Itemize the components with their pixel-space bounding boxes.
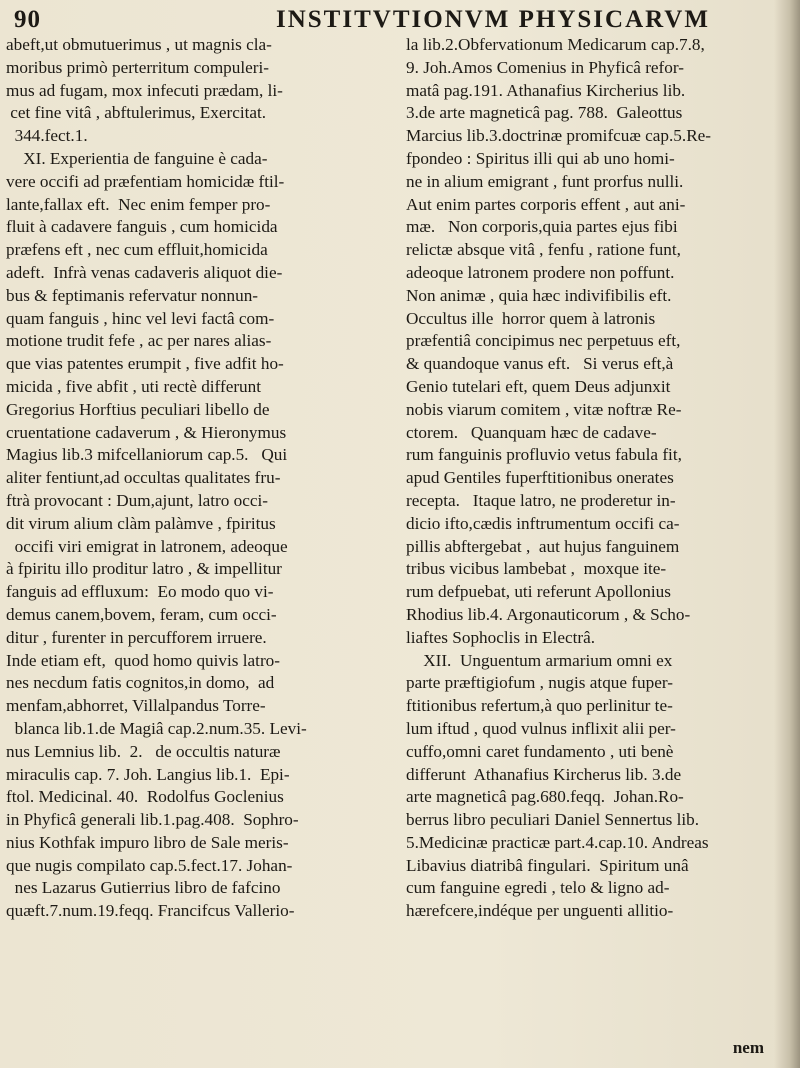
text-line: ctorem. Quanquam hæc de cadave-: [406, 422, 657, 442]
text-line: 344.fect.1.: [6, 126, 88, 146]
text-line: mus ad fugam, mox infecuti prædam, li-: [6, 80, 283, 100]
text-line: quam fanguis , hinc vel levi factâ com-: [6, 308, 275, 328]
text-line: berrus libro peculiari Daniel Sennertus lib.: [406, 810, 700, 830]
text-line: que vias patentes erumpit , five adfit ho-: [6, 354, 284, 374]
text-line: fanguis ad effluxum: Eo modo quo vi-: [6, 582, 274, 602]
text-line: matâ pag.191. Athanafius Kircherius lib.: [406, 80, 686, 100]
text-line: Magius lib.3 mifcellaniorum cap.5. Qui: [6, 445, 288, 465]
text-line: XII. Unguentum armarium omni ex: [406, 650, 673, 670]
text-line: aliter fentiunt,ad occultas qualitates fru-: [6, 468, 281, 488]
text-line: nus Lemnius lib. 2. de occultis naturæ: [6, 741, 281, 761]
text-line: adeoque latronem prodere non poffunt.: [406, 262, 675, 282]
text-line: Aut enim partes corporis effent , aut ani-: [406, 194, 686, 214]
text-line: motione trudit fefe , ac per nares alias-: [6, 331, 272, 351]
text-line: relictæ absque vitâ , fenfu , ratione funt,: [406, 240, 681, 260]
text-line: 9. Joh.Amos Comenius in Phyficâ refor-: [406, 57, 684, 77]
text-line: cet fine vitâ , abftulerimus, Exercitat.: [6, 103, 267, 123]
text-line: Rhodius lib.4. Argonauticorum , & Scho-: [406, 604, 691, 624]
text-line: Genio tutelari eft, quem Deus adjunxit: [406, 376, 671, 396]
text-line: parte præftigiofum , nugis atque fuper-: [406, 673, 673, 693]
text-line: Libavius diatribâ fingulari. Spiritum unâ: [406, 855, 689, 875]
text-line: rum defpuebat, uti referunt Apollonius: [406, 582, 671, 602]
text-line: & quandoque vanus eft. Si verus eft,à: [406, 354, 674, 374]
text-line: mæ. Non corporis,quia partes ejus fibi: [406, 217, 678, 237]
text-line: pillis abftergebat , aut hujus fanguinem: [406, 536, 680, 556]
text-line: ftitionibus refertum,à quo perlinitur te-: [406, 696, 673, 716]
text-line: tribus vicibus lambebat , moxque ite-: [406, 559, 667, 579]
text-line: occifi viri emigrat in latronem, adeoque: [6, 536, 288, 556]
text-line: differunt Athanafius Kircherus lib. 3.de: [406, 764, 682, 784]
text-line: nobis viarum comitem , vitæ noftræ Re-: [406, 399, 682, 419]
text-line: que nugis compilato cap.5.fect.17. Johan-: [6, 855, 293, 875]
text-line: la lib.2.Obfervationum Medicarum cap.7.8,: [406, 35, 705, 54]
text-line: à fpiritu illo proditur latro , & impellitur: [6, 559, 282, 579]
text-line: abeft,ut obmutuerimus , ut magnis cla-: [6, 35, 272, 54]
text-line: Inde etiam eft, quod homo quivis latro-: [6, 650, 280, 670]
text-line: 3.de arte magneticâ pag. 788. Galeottus: [406, 103, 683, 123]
text-line: XI. Experientia de fanguine è cada-: [6, 148, 268, 168]
text-line: vere occifi ad præfentiam homicidæ ftil-: [6, 171, 285, 191]
text-line: cruentatione cadaverum , & Hieronymus: [6, 422, 287, 442]
text-line: quæft.7.num.19.feqq. Francifcus Vallerio-: [6, 901, 295, 921]
text-line: ne in alium emigrant , funt prorfus nulli.: [406, 171, 684, 191]
text-line: apud Gentiles fuperftitionibus onerates: [406, 468, 674, 488]
text-line: fpondeo : Spiritus illi qui ab uno homi-: [406, 148, 675, 168]
text-line: in Phyficâ generali lib.1.pag.408. Sophro-: [6, 810, 299, 830]
page-header: [14, 6, 774, 34]
text-line: liaftes Sophoclis in Electrâ.: [406, 627, 596, 647]
text-line: 5.Medicinæ practicæ part.4.cap.10. Andreas: [406, 832, 709, 852]
text-line: Marcius lib.3.doctrinæ promifcuæ cap.5.Re-: [406, 126, 712, 146]
text-line: præfens eft , nec cum effluit,homicida: [6, 240, 268, 260]
text-line: ftrà provocant : Dum,ajunt, latro occi-: [6, 490, 269, 510]
text-line: micida , five abfit , uti rectè differunt: [6, 376, 262, 396]
text-line: miraculis cap. 7. Joh. Langius lib.1. Epi-: [6, 764, 290, 784]
text-line: moribus primò perterritum compuleri-: [6, 57, 269, 77]
text-line: ditur , furenter in percufforem irruere.: [6, 627, 267, 647]
text-line: ftol. Medicinal. 40. Rodolfus Goclenius: [6, 787, 284, 807]
text-line: nes necdum fatis cognitos,in domo, ad: [6, 673, 275, 693]
text-line: arte magneticâ pag.680.feqq. Johan.Ro-: [406, 787, 684, 807]
text-line: blanca lib.1.de Magiâ cap.2.num.35. Levi-: [6, 718, 307, 738]
text-line: nius Kothfak impuro libro de Sale meris-: [6, 832, 289, 852]
text-line: nes Lazarus Gutierrius libro de fafcino: [6, 878, 281, 898]
running-title: INSTITVTIONVM PHYSICARVM: [276, 6, 710, 33]
text-line: dit virum alium clàm palàmve , fpiritus: [6, 513, 276, 533]
text-line: cum fanguine egredi , telo & ligno ad-: [406, 878, 670, 898]
text-line: demus canem,bovem, feram, cum occi-: [6, 604, 277, 624]
text-line: præfentiâ concipimus nec perpetuus eft,: [406, 331, 681, 351]
text-line: bus & feptimanis refervatur nonnun-: [6, 285, 259, 305]
catchword: nem: [732, 1038, 764, 1057]
text-line: menfam,abhorret, Villalpandus Torre-: [6, 696, 266, 716]
text-line: fluit à cadavere fanguis , cum homicida: [6, 217, 278, 237]
text-line: hærefcere,indéque per unguenti allitio-: [406, 901, 674, 921]
text-line: adeft. Infrà venas cadaveris aliquot die-: [6, 262, 283, 282]
text-line: Occultus ille horror quem à latronis: [406, 308, 656, 328]
text-line: Gregorius Horftius peculiari libello de: [6, 399, 270, 419]
text-line: rum fanguinis profluvio vetus fabula fit,: [406, 445, 682, 465]
text-line: lante,fallax eft. Nec enim femper pro-: [6, 194, 271, 214]
text-line: lum iftud , quod vulnus inflixit alii per-: [406, 718, 676, 738]
text-line: Non animæ , quia hæc indivifibilis eft.: [406, 285, 672, 305]
text-line: recepta. Itaque latro, ne proderetur in-: [406, 490, 676, 510]
text-line: dicio ifto,cædis inftrumentum occifi ca-: [406, 513, 680, 533]
right-text-column: [406, 34, 780, 923]
left-text-column: [6, 34, 400, 923]
text-line: cuffo,omni caret fundamento , uti benè: [406, 741, 674, 761]
page-number: 90: [14, 6, 41, 33]
